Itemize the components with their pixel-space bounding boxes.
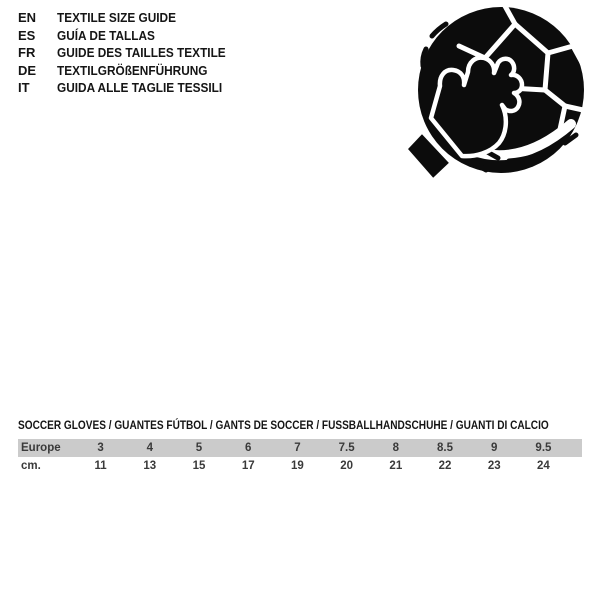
language-row-de	[18, 63, 242, 81]
size-table-title: SOCCER GLOVES / GUANTES FÚTBOL / GANTS DE SOCCER / FUSSBALLHANDSCHUHE / GUANTI DI CALCIO	[18, 418, 549, 432]
size-value: 19	[291, 460, 304, 472]
language-label: GUÍA DE TALLAS	[57, 27, 155, 43]
size-value: 15	[192, 460, 206, 472]
language-label: GUIDA ALLE TAGLIE TESSILI	[57, 80, 223, 95]
language-code: ES	[18, 27, 36, 43]
goalkeeper-glove-soccer-ball-icon	[405, 0, 600, 195]
row-label: Europe	[21, 442, 61, 454]
language-row-es	[18, 28, 242, 46]
language-code: IT	[18, 80, 30, 95]
language-label: TEXTILGRÖßENFÜHRUNG	[57, 62, 208, 78]
language-code: FR	[18, 45, 36, 60]
language-row-en	[18, 10, 242, 28]
size-value: 7.5	[338, 442, 355, 454]
size-value: 6	[245, 442, 252, 454]
language-label: GUIDE DES TAILLES TEXTILE	[57, 45, 226, 60]
size-value: 8.5	[437, 442, 454, 454]
language-row-it	[18, 80, 242, 98]
size-value: 22	[438, 460, 452, 472]
size-value: 24	[537, 460, 550, 472]
language-code: DE	[18, 62, 37, 78]
size-value: 23	[487, 460, 501, 472]
size-value: 3	[97, 442, 104, 454]
size-value: 9	[491, 442, 498, 454]
size-value: 20	[340, 460, 354, 472]
size-value: 13	[143, 460, 157, 472]
size-table-row-europe	[18, 439, 582, 457]
size-value: 8	[392, 442, 400, 454]
size-value: 21	[389, 460, 403, 472]
language-row-fr	[18, 45, 242, 63]
size-table	[18, 439, 582, 475]
size-value: 9.5	[535, 442, 552, 454]
size-value: 5	[195, 442, 203, 454]
language-code: EN	[18, 10, 37, 25]
size-table-row-cm	[18, 457, 582, 475]
size-value: 17	[241, 460, 255, 472]
size-value: 7	[294, 442, 301, 454]
language-label: TEXTILE SIZE GUIDE	[57, 10, 176, 25]
row-label: cm.	[21, 460, 41, 472]
size-value: 4	[146, 442, 153, 454]
size-value: 11	[94, 460, 107, 472]
language-list	[18, 10, 242, 98]
